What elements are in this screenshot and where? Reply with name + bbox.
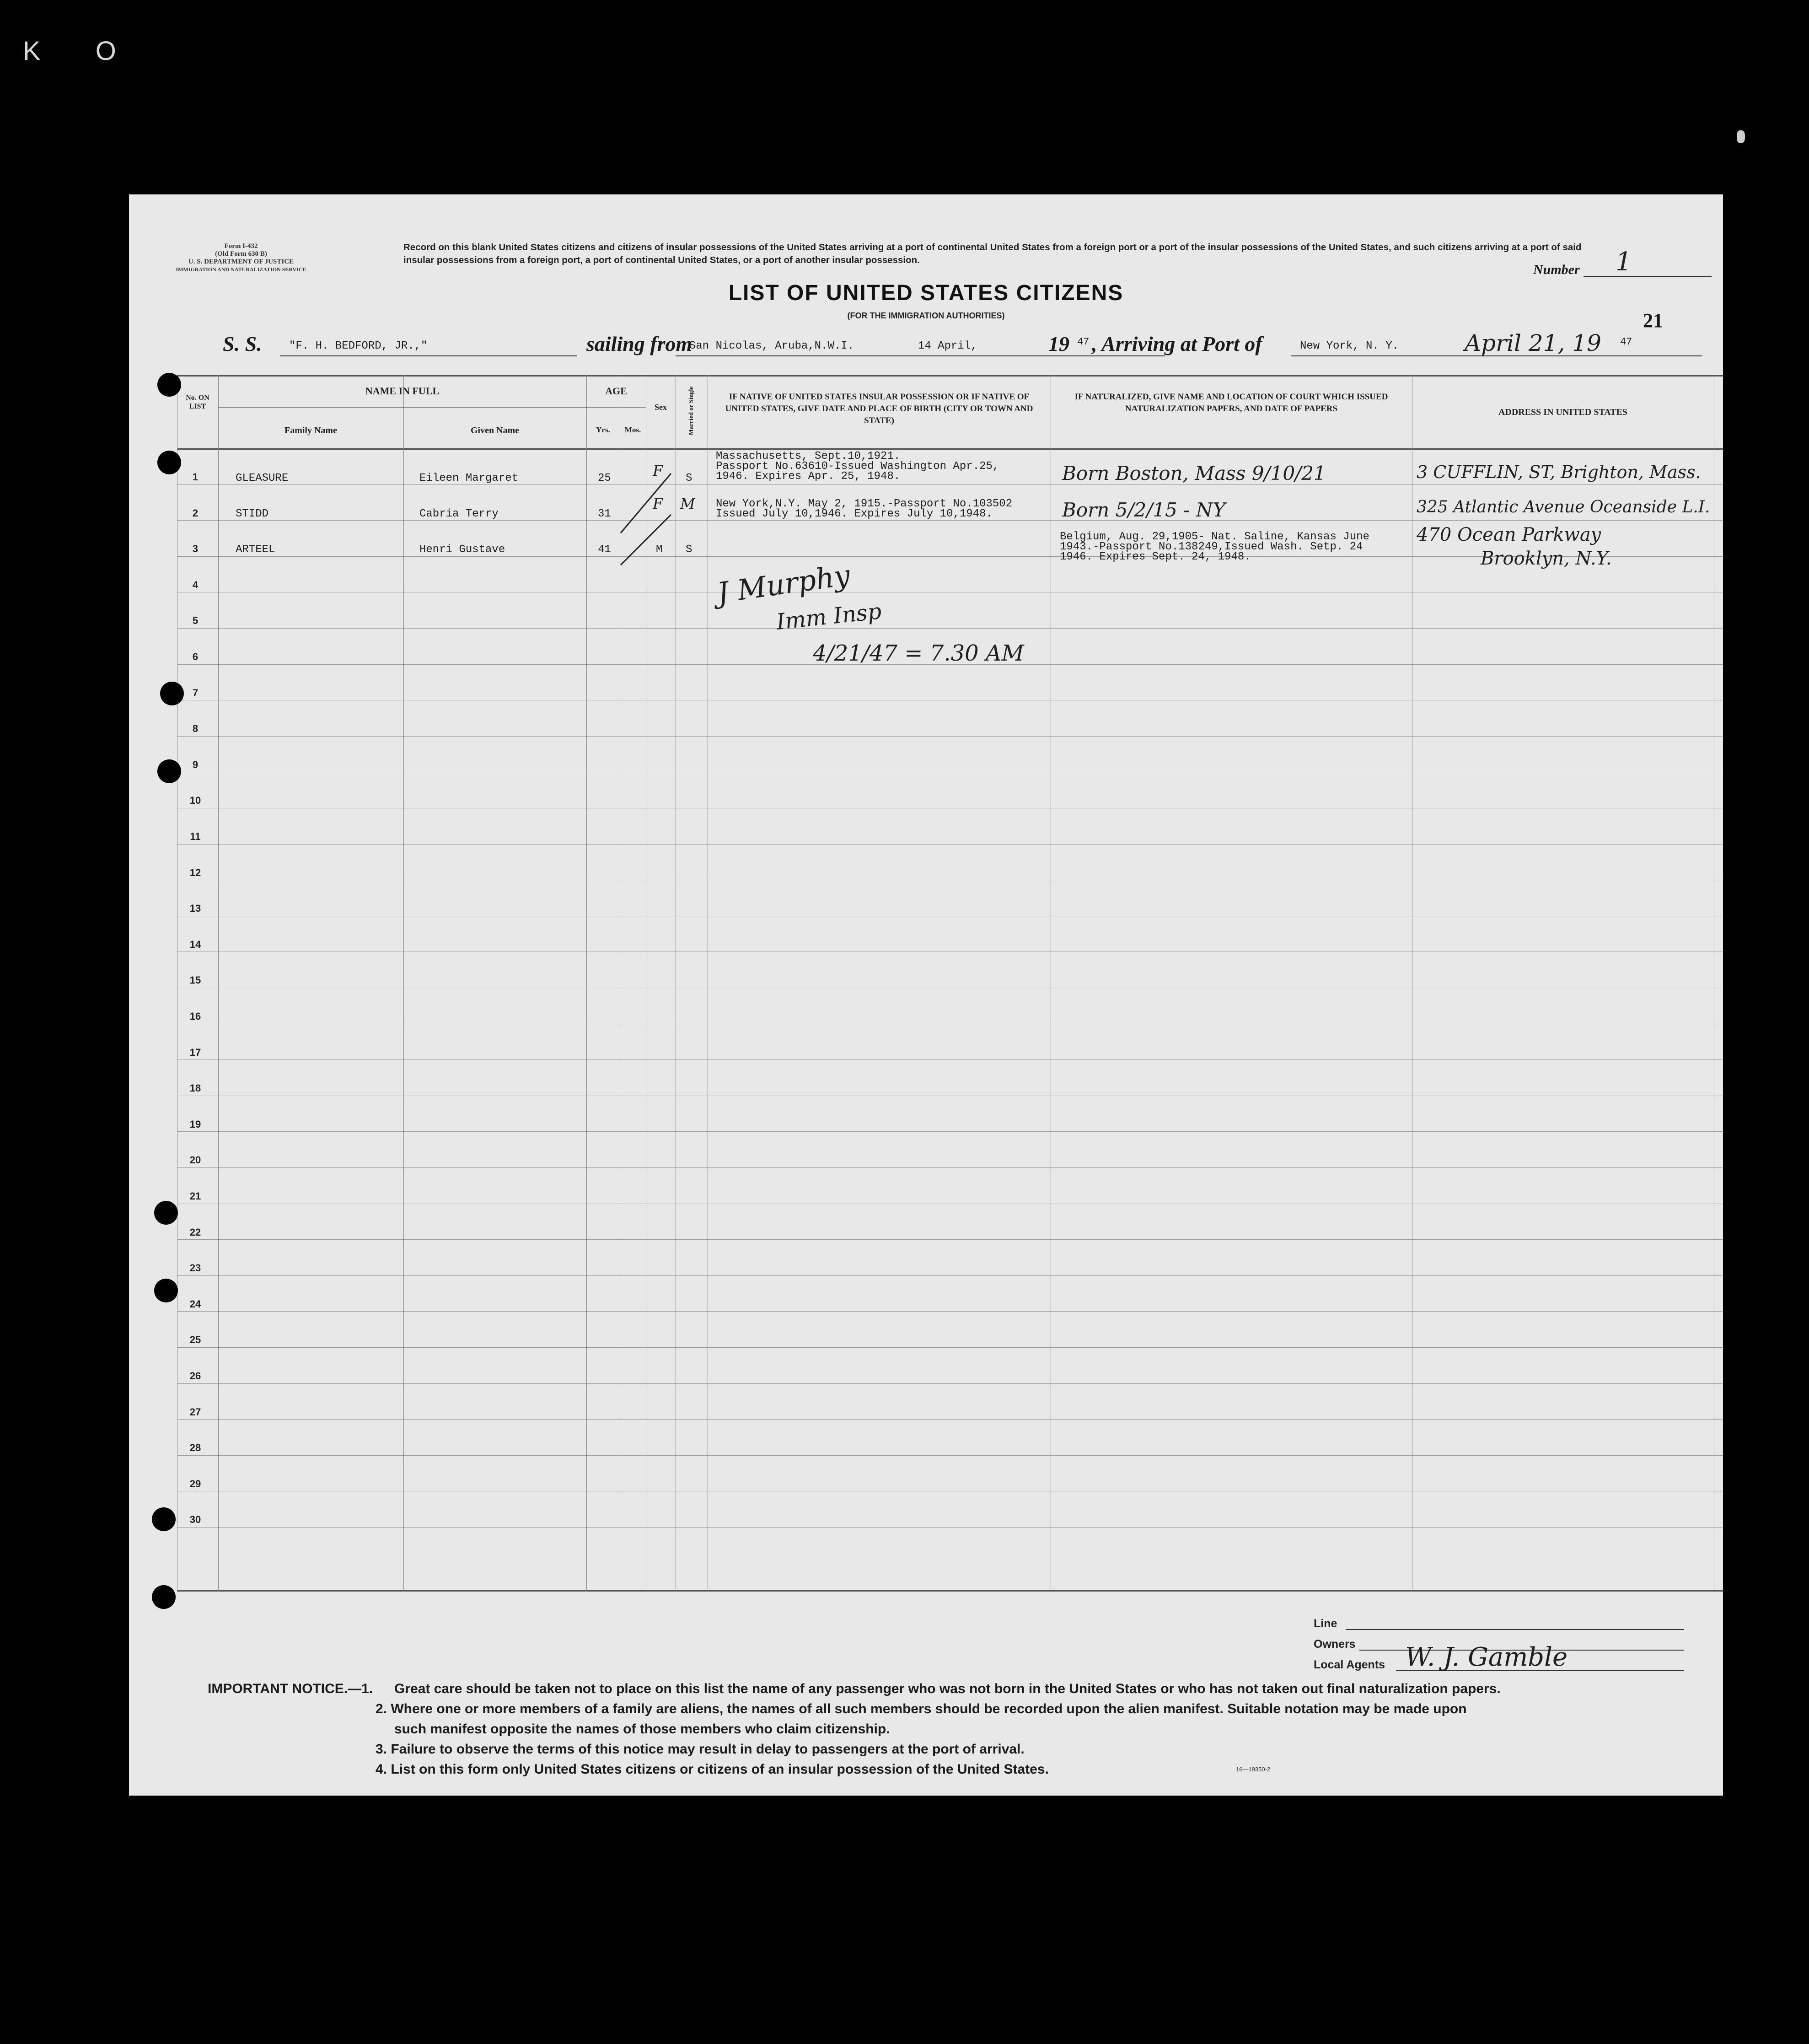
passenger-1-marital: S — [686, 472, 692, 484]
row-rule — [177, 520, 1723, 521]
row-number: 28 — [189, 1442, 201, 1454]
header-no-on-list: No. ON LIST — [186, 394, 209, 410]
row-number: 19 — [189, 1118, 201, 1130]
number-line — [1584, 276, 1712, 277]
arrival-year: 47 — [1620, 336, 1632, 348]
ship-name: "F. H. BEDFORD, JR.," — [289, 340, 428, 352]
page-number: 21 — [1643, 309, 1663, 332]
row-number: 11 — [190, 831, 201, 842]
sailing-from: San Nicolas, Aruba,N.W.I. — [689, 340, 854, 352]
passenger-3-nat-3: 1946. Expires Sept. 24, 1948. — [1060, 551, 1251, 563]
binder-hole — [157, 759, 181, 783]
row-rule — [177, 1383, 1723, 1384]
row-number: 14 — [189, 938, 201, 950]
notice-lead: IMPORTANT NOTICE.—1. — [208, 1681, 373, 1696]
row-number: 18 — [189, 1082, 201, 1094]
table-top-rule — [177, 375, 1723, 377]
notice-item-2a: 2. Where one or more members of a family are aliens, the names of all such members should be recorded upon the alien manifest. Suitable notation may be made upon — [376, 1701, 1467, 1716]
year-suffix: 47 — [1077, 336, 1090, 348]
passenger-3-nat-2: 1943.-Passport No.138249,Issued Wash. Setp. 24 — [1060, 541, 1363, 553]
arrival-port: New York, N. Y. — [1300, 340, 1399, 352]
form-instructions: Record on this blank United States citizens and citizens of insular possessions of the United States arriving at a port of continental United States from a foreign port or a port of the insular possessions of the United States, and such citizens arriving at a port of said insular possessions from a foreign port, a port of continental United States, or a port of another insular possession. — [403, 242, 1582, 265]
header-naturalization: IF NATURALIZED, GIVE NAME AND LOCATION OF COURT WHICH ISSUED NATURALIZATION PAPERS, AND DATE OF PAPERS — [1074, 392, 1388, 414]
notice-item-1: Great care should be taken not to place on this list the name of any passenger who was not born in the United States or who has not taken out final naturalization papers. — [394, 1681, 1501, 1696]
form-number: Form I-432 — [224, 242, 258, 250]
header-rule — [177, 448, 1723, 450]
sailing-date: 14 April, — [918, 340, 977, 352]
row-rule — [177, 1131, 1723, 1132]
agents-label: Local Agents — [1314, 1658, 1385, 1671]
row-number: 22 — [189, 1226, 201, 1238]
binder-hole — [154, 1201, 178, 1225]
film-marks — [23, 36, 171, 66]
row-rule — [177, 628, 1723, 629]
passenger-2-note: Born 5/2/15 - NY — [1062, 499, 1226, 521]
passenger-2-birth-1: New York,N.Y. May 2, 1915.-Passport No.103502 — [716, 498, 1013, 510]
row-number: 1 — [192, 471, 199, 483]
row-number: 6 — [192, 651, 199, 662]
inspector-title: Imm Insp — [775, 598, 883, 635]
department: U. S. DEPARTMENT OF JUSTICE — [188, 258, 294, 265]
row-number: 30 — [189, 1514, 201, 1526]
passenger-3-marital: S — [686, 543, 692, 556]
year-prefix: 19 — [1048, 332, 1069, 355]
passenger-table — [177, 375, 1723, 1592]
passenger-1-family: GLEASURE — [236, 472, 289, 484]
row-rule — [177, 484, 1723, 485]
number-label: Number — [1533, 262, 1580, 277]
passenger-1-birth-2: Passport No.63610-Issued Washington Apr.25, — [716, 460, 999, 473]
passenger-3-address-2: Brooklyn, N.Y. — [1481, 548, 1612, 569]
passenger-2-marital: M — [680, 495, 695, 512]
arriving-label: , Arriving at Port of — [1092, 332, 1262, 355]
passenger-1-birth-1: Massachusetts, Sept.10,1921. — [716, 450, 901, 463]
passenger-2-given: Cabria Terry — [419, 508, 499, 520]
row-number: 24 — [189, 1298, 201, 1310]
row-number: 10 — [189, 795, 201, 807]
owners-label: Owners — [1314, 1638, 1356, 1651]
passenger-1-address: 3 CUFFLIN, ST, Brighton, Mass. — [1417, 462, 1701, 482]
passenger-1-note: Born Boston, Mass 9/10/21 — [1062, 462, 1326, 484]
row-number: 16 — [189, 1011, 201, 1022]
arrival-date: April 21, 19 — [1465, 330, 1601, 356]
header-sex: Sex — [655, 403, 667, 412]
film-mark-o: O — [95, 36, 171, 66]
old-form-number: (Old Form 630 B) — [215, 250, 267, 258]
header-birth-place: IF NATIVE OF UNITED STATES INSULAR POSSESSION OR IF NATIVE OF UNITED STATES, GIVE DATE AND PLACE OF BIRTH (CITY OR TOWN AND STATE) — [725, 392, 1033, 425]
header-name-in-full: NAME IN FULL — [365, 385, 440, 397]
binder-hole — [160, 682, 184, 705]
table-bottom-rule — [177, 1590, 1723, 1592]
row-number: 8 — [192, 723, 199, 735]
passenger-1-sex: F — [653, 462, 663, 479]
header-married-or-single: Married or Single — [688, 386, 695, 436]
row-rule — [177, 1347, 1723, 1348]
binder-hole — [157, 373, 181, 397]
row-rule — [177, 1239, 1723, 1240]
line-rule — [1346, 1629, 1684, 1630]
row-rule — [177, 1275, 1723, 1276]
passenger-3-yrs: 41 — [598, 543, 611, 556]
print-code: 16—19350-2 — [1236, 1766, 1271, 1773]
passenger-3-nat-1: Belgium, Aug. 29,1905- Nat. Saline, Kansas June — [1060, 531, 1369, 543]
row-number: 9 — [192, 758, 199, 770]
correction-strokes — [616, 464, 680, 570]
inspector-name: J Murphy — [715, 558, 852, 610]
passenger-2-sex: F — [653, 495, 663, 512]
row-number: 3 — [192, 543, 199, 555]
passenger-3-given: Henri Gustave — [419, 543, 505, 556]
header-family-name: Family Name — [285, 425, 337, 436]
passenger-3-address-1: 470 Ocean Parkway — [1417, 524, 1601, 545]
passenger-1-birth-3: 1946. Expires Apr. 25, 1948. — [716, 470, 901, 483]
passenger-1-yrs: 25 — [598, 472, 611, 484]
binder-hole — [152, 1507, 176, 1531]
film-mark-k: K — [23, 36, 96, 66]
manifest-sheet — [129, 194, 1723, 1796]
notice-item-4: 4. List on this form only United States citizens or citizens of an insular possession of the United States. — [376, 1762, 1049, 1777]
binder-hole — [157, 451, 181, 474]
inspection-date: 4/21/47 = 7.30 AM — [813, 640, 1024, 666]
passenger-3-family: ARTEEL — [236, 543, 275, 556]
service: IMMIGRATION AND NATURALIZATION SERVICE — [176, 266, 306, 273]
header-yrs: Yrs. — [596, 425, 610, 434]
number-value: 1 — [1616, 247, 1632, 277]
form-title: LIST OF UNITED STATES CITIZENS — [728, 281, 1124, 305]
ship-name-line — [280, 355, 577, 356]
row-number: 29 — [189, 1478, 201, 1490]
form-subtitle: (FOR THE IMMIGRATION AUTHORITIES) — [847, 311, 1005, 320]
row-number: 26 — [189, 1370, 201, 1382]
row-rule — [177, 1311, 1723, 1312]
row-number: 7 — [192, 687, 199, 699]
form-id-block — [163, 242, 319, 274]
row-rule — [177, 1455, 1723, 1456]
sailing-label: sailing from — [586, 332, 692, 355]
passenger-2-family: STIDD — [236, 508, 269, 520]
row-number: 2 — [192, 507, 199, 519]
passenger-3-sex: M — [656, 543, 663, 556]
row-number: 25 — [189, 1334, 201, 1346]
header-given-name: Given Name — [470, 425, 520, 436]
row-number: 13 — [189, 903, 201, 914]
film-speck — [1737, 130, 1745, 143]
row-number: 17 — [189, 1046, 201, 1058]
passenger-2-yrs: 31 — [598, 508, 611, 520]
row-rule — [177, 1419, 1723, 1420]
header-address: ADDRESS IN UNITED STATES — [1498, 407, 1628, 417]
row-number: 12 — [189, 866, 201, 878]
row-rule — [177, 1167, 1723, 1168]
row-number: 15 — [189, 974, 201, 986]
passenger-1-given: Eileen Margaret — [419, 472, 519, 484]
row-number: 4 — [192, 579, 199, 591]
binder-hole — [154, 1279, 178, 1302]
row-number: 20 — [189, 1154, 201, 1166]
row-number: 23 — [189, 1262, 201, 1274]
row-number: 21 — [189, 1190, 201, 1202]
row-number: 27 — [189, 1406, 201, 1418]
notice-item-2b: such manifest opposite the names of those members who claim citizenship. — [394, 1721, 890, 1737]
passenger-2-address: 325 Atlantic Avenue Oceanside L.I. — [1417, 498, 1710, 516]
notice-item-3: 3. Failure to observe the terms of this notice may result in delay to passengers at the port of arrival. — [376, 1742, 1025, 1757]
row-rule — [177, 736, 1723, 737]
row-rule — [177, 1527, 1723, 1528]
passenger-2-birth-2: Issued July 10,1946. Expires July 10,1948. — [716, 508, 993, 520]
row-number: 5 — [192, 615, 199, 627]
header-mos: Mos. — [624, 425, 641, 434]
agents-signature: W. J. Gamble — [1405, 1642, 1568, 1672]
line-label: Line — [1314, 1617, 1337, 1630]
binder-hole — [152, 1585, 176, 1609]
ss-label: S. S. — [223, 332, 262, 355]
header-age: AGE — [605, 385, 627, 397]
